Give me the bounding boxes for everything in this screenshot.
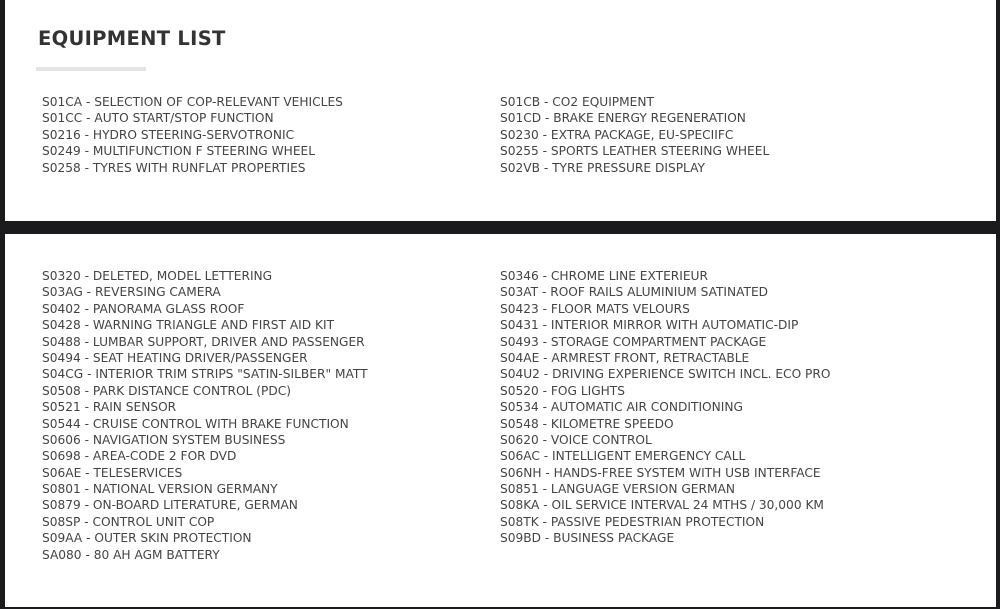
equipment-list-right — [500, 268, 830, 547]
equipment-item: S0801 - NATIONAL VERSION GERMANY — [42, 482, 278, 497]
equipment-item: S02VB - TYRE PRESSURE DISPLAY — [500, 160, 705, 175]
equipment-item: S0423 - FLOOR MATS VELOURS — [500, 301, 690, 316]
equipment-item: S0249 - MULTIFUNCTION F STEERING WHEEL — [42, 144, 316, 159]
equipment-item: S01CC - AUTO START/STOP FUNCTION — [42, 111, 274, 126]
equipment-item: S0520 - FOG LIGHTS — [500, 383, 625, 398]
equipment-item: S03AT - ROOF RAILS ALUMINIUM SATINATED — [500, 285, 769, 300]
equipment-item: S04AE - ARMREST FRONT, RETRACTABLE — [500, 350, 750, 365]
equipment-item: S01CA - SELECTION OF COP-RELEVANT VEHICLES — [42, 95, 343, 109]
equipment-item: S0230 - EXTRA PACKAGE, EU-SPECIIFC — [500, 127, 734, 142]
equipment-item: S01CB - CO2 EQUIPMENT — [500, 95, 654, 109]
equipment-item: S06AC - INTELLIGENT EMERGENCY CALL — [500, 449, 746, 464]
equipment-item: S0258 - TYRES WITH RUNFLAT PROPERTIES — [42, 160, 306, 175]
equipment-item: S0255 - SPORTS LEATHER STEERING WHEEL — [500, 144, 770, 159]
equipment-panel-top — [5, 0, 996, 221]
equipment-item: S01CD - BRAKE ENERGY REGENERATION — [500, 111, 746, 126]
equipment-item: S06NH - HANDS-FREE SYSTEM WITH USB INTERFACE — [500, 465, 821, 480]
equipment-item: S0320 - DELETED, MODEL LETTERING — [42, 269, 273, 283]
equipment-item: S08KA - OIL SERVICE INTERVAL 24 MTHS / 30,000 KM — [500, 498, 824, 513]
equipment-item: S0851 - LANGUAGE VERSION GERMAN — [500, 482, 735, 497]
equipment-item: S0548 - KILOMETRE SPEEDO — [500, 416, 674, 431]
equipment-item: S0346 - CHROME LINE EXTERIEUR — [500, 269, 708, 283]
equipment-list-left — [42, 268, 368, 563]
equipment-item: S0508 - PARK DISTANCE CONTROL (PDC) — [42, 383, 292, 398]
equipment-list-left — [42, 94, 343, 176]
equipment-item: S0428 - WARNING TRIANGLE AND FIRST AID KIT — [42, 318, 335, 333]
equipment-item: S04CG - INTERIOR TRIM STRIPS "SATIN-SILBER" MATT — [42, 367, 368, 382]
equipment-item: S0488 - LUMBAR SUPPORT, DRIVER AND PASSENGER — [42, 334, 365, 349]
equipment-panel-bottom — [5, 234, 996, 607]
equipment-item: S0521 - RAIN SENSOR — [42, 400, 177, 415]
equipment-item: S03AG - REVERSING CAMERA — [42, 285, 221, 300]
page-title: EQUIPMENT LIST — [38, 27, 226, 50]
equipment-item: S0879 - ON-BOARD LITERATURE, GERMAN — [42, 498, 298, 513]
equipment-item: S08SP - CONTROL UNIT COP — [42, 514, 215, 529]
equipment-item: S0544 - CRUISE CONTROL WITH BRAKE FUNCTION — [42, 416, 349, 431]
equipment-item: S0216 - HYDRO STEERING-SERVOTRONIC — [42, 127, 295, 142]
equipment-item: S0534 - AUTOMATIC AIR CONDITIONING — [500, 400, 743, 415]
equipment-list-right — [500, 94, 769, 176]
equipment-item: S0494 - SEAT HEATING DRIVER/PASSENGER — [42, 350, 308, 365]
equipment-item: S09BD - BUSINESS PACKAGE — [500, 531, 675, 546]
equipment-item: S08TK - PASSIVE PEDESTRIAN PROTECTION — [500, 514, 765, 529]
equipment-item: S0620 - VOICE CONTROL — [500, 432, 652, 447]
equipment-item: S09AA - OUTER SKIN PROTECTION — [42, 531, 252, 546]
equipment-item: S06AE - TELESERVICES — [42, 465, 183, 480]
equipment-item: S0431 - INTERIOR MIRROR WITH AUTOMATIC-DIP — [500, 318, 799, 333]
equipment-item: S0493 - STORAGE COMPARTMENT PACKAGE — [500, 334, 767, 349]
title-underline — [36, 67, 146, 71]
equipment-item: S0698 - AREA-CODE 2 FOR DVD — [42, 449, 237, 464]
equipment-item: S0606 - NAVIGATION SYSTEM BUSINESS — [42, 432, 286, 447]
equipment-item: SA080 - 80 AH AGM BATTERY — [42, 547, 220, 562]
equipment-item: S04U2 - DRIVING EXPERIENCE SWITCH INCL. ECO PRO — [500, 367, 831, 382]
equipment-item: S0402 - PANORAMA GLASS ROOF — [42, 301, 245, 316]
